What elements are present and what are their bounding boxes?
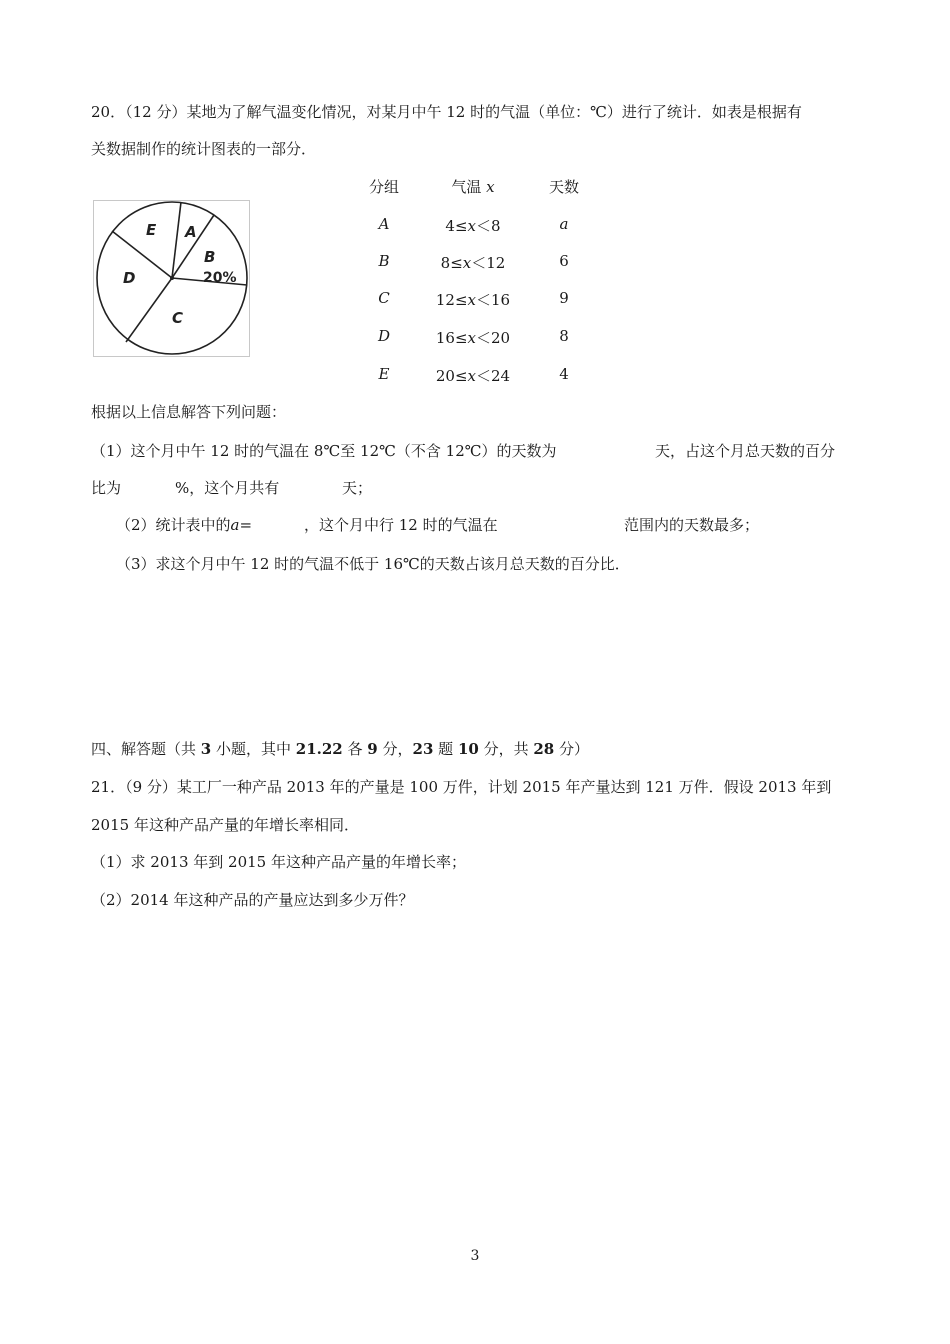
q20-part1-line1a: （1）这个月中午 12 时的气温在 8℃至 12℃（不含 12℃）的天数为 bbox=[91, 442, 557, 460]
table-cell-range-b: 8≤x＜12 bbox=[440, 254, 506, 272]
table-cell-range-c: 12≤x＜16 bbox=[435, 291, 511, 309]
table-cell-days-c: 9 bbox=[559, 289, 569, 307]
table-cell-group-d: D bbox=[377, 327, 391, 345]
pie-label-b: B bbox=[204, 248, 216, 266]
q20-part1-line2c: 天； bbox=[342, 479, 373, 497]
pie-divider-c-d bbox=[126, 278, 172, 342]
q20-line1: 20．（12 分）某地为了解气温变化情况，对某月中午 12 时的气温（单位：℃）进行了统计．如表是根据有 bbox=[91, 103, 802, 121]
table-cell-group-c: C bbox=[378, 289, 390, 307]
table-cell-range-e: 20≤x＜24 bbox=[435, 367, 511, 385]
table-header-group: 分组 bbox=[368, 178, 399, 196]
table-cell-range-a: 4≤x＜8 bbox=[445, 217, 501, 235]
table-cell-group-a: A bbox=[378, 215, 390, 233]
pie-chart-figure bbox=[93, 200, 250, 357]
q20-part2-start: （2）统计表中的a= bbox=[116, 516, 253, 534]
table-cell-group-e: E bbox=[378, 365, 390, 383]
pie-chart bbox=[94, 201, 251, 358]
pie-label-c: C bbox=[172, 309, 184, 327]
q20-part2-middle: ，这个月中行 12 时的气温在 bbox=[304, 516, 498, 534]
q20-intro: 根据以上信息解答下列问题： bbox=[91, 403, 287, 421]
pie-label-b-percent: 20% bbox=[203, 270, 237, 286]
pie-label-a: A bbox=[185, 223, 197, 241]
table-cell-range-d: 16≤x＜20 bbox=[435, 329, 511, 347]
pie-label-d: D bbox=[123, 269, 136, 287]
q20-part1-line1b: 天，占这个月总天数的百分 bbox=[655, 442, 836, 460]
table-header-days: 天数 bbox=[548, 178, 579, 196]
pie-label-e: E bbox=[146, 221, 157, 239]
page-number: 3 bbox=[470, 1248, 480, 1264]
q21-line2: 2015 年这种产品产量的年增长率相同． bbox=[91, 816, 359, 834]
table-cell-days-a: a bbox=[559, 215, 569, 233]
pie-divider-d-e bbox=[112, 231, 172, 278]
q21-part2: （2）2014 年这种产品的产量应达到多少万件？ bbox=[91, 891, 414, 909]
table-header-temp: 气温 x bbox=[451, 178, 495, 196]
q20-line2: 关数据制作的统计图表的一部分． bbox=[91, 140, 317, 158]
q21-line1: 21．（9 分）某工厂一种产品 2013 年的产量是 100 万件，计划 2015 年产量达到 121 万件．假设 2013 年到 bbox=[91, 778, 832, 796]
table-cell-days-e: 4 bbox=[559, 365, 569, 383]
table-cell-days-d: 8 bbox=[559, 327, 569, 345]
section4-heading: 四、解答题（共 3 小题，其中 21.22 各 9 分，23 题 10 分，共 28 分） bbox=[91, 740, 590, 758]
q20-part1-line2b: %，这个月共有 bbox=[175, 479, 280, 497]
q21-part1: （1）求 2013 年到 2015 年这种产品产量的年增长率； bbox=[91, 853, 466, 871]
q20-part1-line2a: 比为 bbox=[91, 479, 122, 497]
q20-part2-end: 范围内的天数最多； bbox=[624, 516, 760, 534]
table-cell-days-b: 6 bbox=[559, 252, 569, 270]
q20-part3: （3）求这个月中午 12 时的气温不低于 16℃的天数占该月总天数的百分比． bbox=[116, 555, 630, 573]
pie-center-dot bbox=[170, 276, 174, 280]
table-cell-group-b: B bbox=[378, 252, 390, 270]
